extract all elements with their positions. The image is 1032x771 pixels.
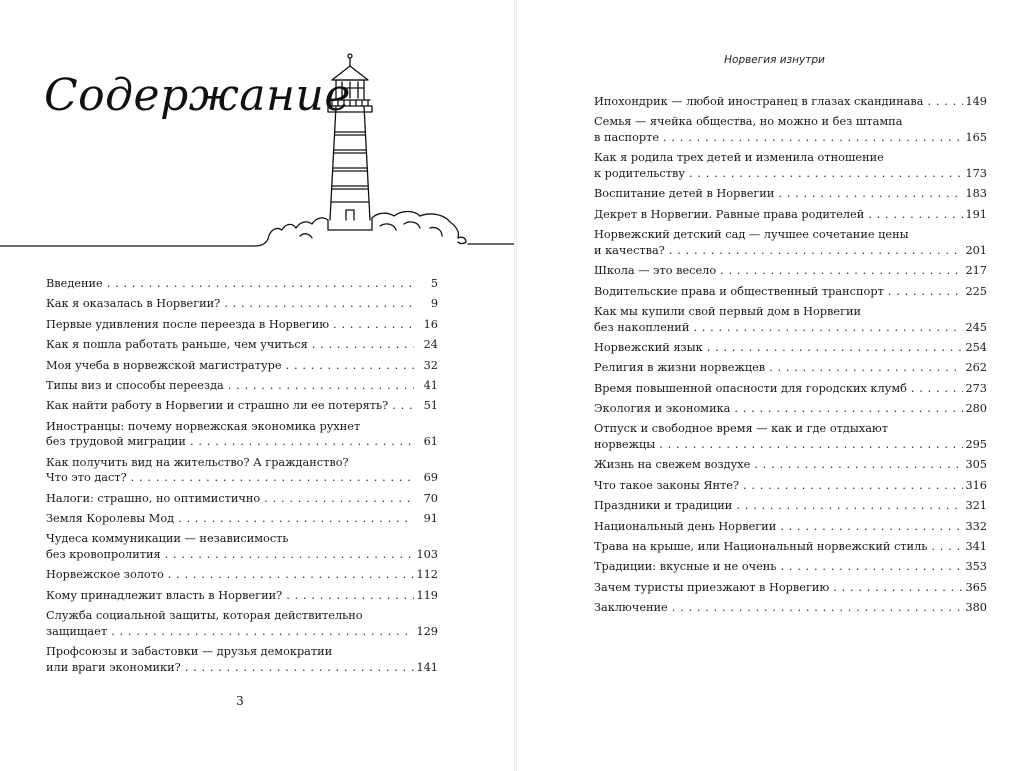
toc-entry-title: Как я родила трех детей и изменила отношение — [594, 151, 884, 165]
toc-entry-line — [46, 455, 438, 471]
toc-page-number: 365 — [965, 580, 987, 594]
toc-page-number: 51 — [423, 399, 438, 413]
toc-entry-title: Кому принадлежит власть в Норвегии? — [46, 588, 283, 602]
toc-entry-title: Семья — ячейка общества, но можно и без штампа — [594, 115, 903, 129]
toc-entry-title: и качества? — [594, 243, 665, 257]
toc-entry-title: Отпуск и свободное время — как и где отдыхают — [594, 422, 889, 436]
toc-entry-title: Воспитание детей в Норвегии — [594, 187, 775, 201]
toc-list-left — [46, 276, 438, 680]
toc-entry-title: Норвежский детский сад — лучшее сочетание цены — [594, 228, 909, 242]
dot-leader — [655, 437, 963, 453]
toc-entry-line — [594, 166, 987, 182]
toc-entry-line — [594, 580, 987, 596]
toc-entry-line — [594, 207, 987, 223]
toc-entry-line — [46, 660, 438, 676]
toc-entry-title: Национальный день Норвегии — [594, 519, 777, 533]
toc-page-number: 353 — [965, 560, 987, 574]
toc-entry — [594, 457, 987, 473]
dot-leader — [127, 470, 414, 486]
toc-entry-line — [594, 94, 987, 110]
toc-entry — [594, 304, 987, 335]
toc-entry-line — [594, 243, 987, 259]
toc-entry-title: Что такое законы Янте? — [594, 478, 740, 492]
toc-page-number: 217 — [965, 264, 987, 278]
toc-entry-line — [594, 401, 987, 417]
dot-leader — [174, 511, 414, 527]
toc-entry-title: Школа — это весело — [594, 264, 717, 278]
toc-entry-line — [46, 547, 438, 563]
toc-entry-title: Моя учеба в норвежской магистратуре — [46, 358, 282, 372]
toc-entry-line — [594, 381, 987, 397]
toc-page-number: 316 — [965, 478, 987, 492]
toc-entry-line — [46, 608, 438, 624]
toc-entry-title: Ипохондрик — любой иностранец в глазах скандинава — [594, 95, 924, 108]
toc-page-number: 183 — [965, 187, 987, 201]
toc-entry — [46, 511, 438, 527]
dot-leader — [716, 263, 963, 279]
toc-entry-title: Что это даст? — [46, 471, 127, 485]
toc-entry-line — [594, 437, 987, 453]
toc-page-number: 5 — [430, 277, 438, 290]
dot-leader — [388, 398, 414, 414]
toc-page-number: 9 — [430, 297, 438, 311]
toc-entry-line — [46, 624, 438, 640]
toc-entry — [46, 276, 438, 292]
page-title: Содержание — [44, 70, 351, 121]
toc-entry — [594, 559, 987, 575]
toc-entry-title: Введение — [46, 277, 103, 290]
dot-leader — [927, 539, 963, 555]
toc-entry — [594, 186, 987, 202]
toc-entry-line — [594, 227, 987, 243]
dot-leader — [220, 296, 414, 312]
toc-entry-line — [46, 378, 438, 394]
dot-leader — [659, 130, 963, 146]
toc-entry — [594, 498, 987, 514]
toc-entry — [594, 207, 987, 223]
toc-entry-title: к родительству — [594, 166, 686, 180]
dot-leader — [864, 207, 963, 223]
toc-page-number: 380 — [965, 601, 987, 615]
toc-page-number: 129 — [416, 624, 438, 638]
toc-entry-title: норвежцы — [594, 438, 656, 452]
toc-entry-title: Как мы купили свой первый дом в Норвегии — [594, 304, 862, 318]
toc-entry-title: Служба социальной защиты, которая действительно — [46, 609, 363, 623]
dot-leader — [730, 401, 963, 417]
toc-page-number: 69 — [423, 471, 438, 485]
toc-entry-title: Как я пошла работать раньше, чем учиться — [46, 338, 308, 352]
dot-leader — [224, 378, 414, 394]
dot-leader — [282, 588, 414, 604]
toc-entry-line — [594, 600, 987, 616]
toc-entry — [46, 398, 438, 414]
toc-entry — [594, 401, 987, 417]
dot-leader — [668, 600, 963, 616]
toc-entry-line — [594, 421, 987, 437]
toc-entry — [46, 644, 438, 675]
toc-entry-line — [594, 519, 987, 535]
toc-entry — [594, 340, 987, 356]
toc-page-number: 61 — [423, 435, 438, 449]
toc-entry-title: Как получить вид на жительство? А гражданство? — [46, 455, 349, 469]
toc-entry — [46, 491, 438, 507]
toc-entry — [594, 519, 987, 535]
right-page — [517, 0, 1032, 771]
toc-entry-title: Декрет в Норвегии. Равные права родителей — [594, 207, 865, 221]
toc-page-number: 165 — [965, 130, 987, 144]
dot-leader — [924, 94, 964, 110]
dot-leader — [329, 317, 414, 333]
toc-entry — [594, 284, 987, 300]
toc-page-number: 341 — [965, 540, 987, 553]
toc-entry-title: Экология и экономика — [594, 402, 731, 416]
dot-leader — [703, 340, 963, 356]
toc-page-number: 112 — [416, 568, 438, 582]
toc-entry-title: без трудовой миграции — [46, 435, 186, 449]
toc-page-number: 201 — [965, 243, 987, 257]
toc-page-number: 70 — [423, 491, 438, 505]
toc-entry-line — [594, 130, 987, 146]
toc-entry — [594, 421, 987, 452]
toc-entry-line — [46, 588, 438, 604]
toc-entry-title: Налоги: страшно, но оптимистично — [46, 491, 261, 505]
toc-entry-line — [46, 276, 438, 292]
toc-entry-title: или враги экономики? — [46, 660, 181, 674]
dot-leader — [164, 567, 414, 583]
toc-page-number: 305 — [965, 458, 987, 472]
dot-leader — [776, 559, 963, 575]
toc-entry — [594, 478, 987, 494]
toc-entry — [594, 600, 987, 616]
toc-entry-title: Водительские права и общественный транспорт — [594, 284, 884, 298]
toc-entry-line — [46, 470, 438, 486]
dot-leader — [107, 624, 414, 640]
toc-entry — [594, 580, 987, 596]
toc-page-number: 225 — [965, 284, 987, 298]
toc-entry-title: без накоплений — [594, 320, 690, 334]
toc-entry-title: Первые удивления после переезда в Норвегию — [46, 317, 330, 331]
toc-entry-line — [594, 340, 987, 356]
toc-entry-line — [594, 304, 987, 320]
toc-entry — [46, 317, 438, 333]
toc-entry — [594, 539, 987, 555]
toc-entry-title: Норвежский язык — [594, 340, 703, 354]
toc-entry-line — [46, 511, 438, 527]
dot-leader — [774, 186, 963, 202]
dot-leader — [829, 580, 963, 596]
dot-leader — [884, 284, 963, 300]
toc-entry — [594, 381, 987, 397]
toc-entry — [46, 378, 438, 394]
toc-entry — [594, 360, 987, 376]
page-number: 3 — [236, 694, 244, 708]
toc-entry — [46, 455, 438, 486]
dot-leader — [685, 166, 963, 182]
toc-entry — [46, 588, 438, 604]
toc-entry-line — [46, 491, 438, 507]
toc-page-number: 254 — [965, 340, 987, 354]
toc-page-number: 295 — [965, 438, 987, 452]
toc-page-number: 141 — [416, 660, 438, 674]
toc-entry-title: Заключение — [594, 601, 668, 615]
toc-entry — [46, 296, 438, 312]
dot-leader — [260, 491, 414, 507]
toc-page-number: 41 — [423, 378, 438, 392]
toc-entry-line — [594, 457, 987, 473]
toc-entry-line — [594, 186, 987, 202]
dot-leader — [765, 360, 963, 376]
toc-entry — [594, 114, 987, 145]
toc-entry-line — [46, 296, 438, 312]
toc-entry-title: Трава на крыше, или Национальный норвежский стиль — [594, 540, 928, 553]
toc-entry — [46, 608, 438, 639]
left-page — [0, 0, 515, 771]
toc-entry-title: в паспорте — [594, 130, 660, 144]
toc-entry-title: Как я оказалась в Норвегии? — [46, 297, 221, 311]
toc-page-number: 103 — [416, 548, 438, 562]
toc-entry-line — [594, 539, 987, 555]
dot-leader — [186, 434, 414, 450]
dot-leader — [732, 498, 963, 514]
toc-page-number: 173 — [965, 166, 987, 180]
dot-leader — [282, 358, 414, 374]
toc-entry — [594, 150, 987, 181]
toc-page-number: 119 — [416, 588, 438, 602]
toc-entry-line — [594, 284, 987, 300]
toc-entry-line — [46, 644, 438, 660]
toc-page-number: 24 — [423, 338, 438, 352]
toc-page-number: 16 — [423, 317, 438, 331]
toc-page-number: 262 — [965, 361, 987, 375]
toc-entry — [594, 94, 987, 110]
toc-page-number: 191 — [965, 207, 987, 221]
toc-entry — [46, 337, 438, 353]
toc-entry — [594, 227, 987, 258]
toc-entry-line — [594, 150, 987, 166]
toc-entry-line — [46, 434, 438, 450]
toc-entry — [594, 263, 987, 279]
toc-list-right — [594, 94, 987, 621]
toc-entry-title: Традиции: вкусные и не очень — [594, 560, 777, 574]
toc-entry — [46, 358, 438, 374]
toc-entry — [46, 531, 438, 562]
dot-leader — [308, 337, 414, 353]
toc-page-number: 149 — [965, 95, 987, 108]
dot-leader — [665, 243, 963, 259]
toc-entry-line — [46, 337, 438, 353]
toc-entry-line — [594, 478, 987, 494]
toc-entry-line — [46, 419, 438, 435]
toc-entry-line — [46, 358, 438, 374]
toc-page-number: 91 — [423, 512, 438, 526]
toc-entry-title: Время повышенной опасности для городских клумб — [594, 381, 907, 395]
toc-entry-title: без кровопролития — [46, 548, 161, 562]
toc-entry-title: Профсоюзы и забастовки — друзья демократии — [46, 645, 333, 659]
toc-entry-line — [46, 531, 438, 547]
toc-entry-title: Жизнь на свежем воздухе — [594, 458, 751, 472]
toc-entry-title: защищает — [46, 624, 108, 638]
toc-entry-line — [594, 559, 987, 575]
dot-leader — [161, 547, 414, 563]
dot-leader — [739, 478, 963, 494]
toc-entry-title: Иностранцы: почему норвежская экономика рухнет — [46, 419, 361, 433]
toc-entry-line — [46, 398, 438, 414]
dot-leader — [181, 660, 414, 676]
toc-page-number: 245 — [965, 320, 987, 334]
toc-entry-title: Праздники и традиции — [594, 499, 733, 513]
toc-page-number: 280 — [965, 402, 987, 416]
toc-entry — [46, 567, 438, 583]
toc-page-number: 273 — [965, 381, 987, 395]
dot-leader — [776, 519, 963, 535]
dot-leader — [907, 381, 963, 397]
toc-entry-line — [46, 567, 438, 583]
dot-leader — [750, 457, 963, 473]
dot-leader — [689, 320, 963, 336]
toc-entry-line — [594, 320, 987, 336]
dot-leader — [103, 276, 414, 292]
toc-entry-title: Зачем туристы приезжают в Норвегию — [594, 580, 830, 594]
toc-entry-title: Норвежское золото — [46, 568, 164, 582]
toc-entry-line — [594, 114, 987, 130]
toc-page-number: 32 — [423, 358, 438, 372]
toc-page-number: 321 — [965, 499, 987, 513]
toc-page-number: 332 — [965, 519, 987, 533]
toc-entry — [46, 419, 438, 450]
toc-entry-line — [594, 360, 987, 376]
toc-entry-title: Земля Королевы Мод — [46, 512, 175, 526]
toc-entry-line — [594, 263, 987, 279]
toc-entry-line — [46, 317, 438, 333]
toc-entry-line — [594, 498, 987, 514]
running-head: Норвегия изнутри — [724, 54, 825, 66]
toc-entry-title: Религия в жизни норвежцев — [594, 361, 766, 375]
toc-entry-title: Типы виз и способы переезда — [46, 378, 224, 392]
toc-entry-title: Как найти работу в Норвегии и страшно ли ее потерять? — [46, 399, 389, 413]
toc-entry-title: Чудеса коммуникации — независимость — [46, 532, 289, 546]
